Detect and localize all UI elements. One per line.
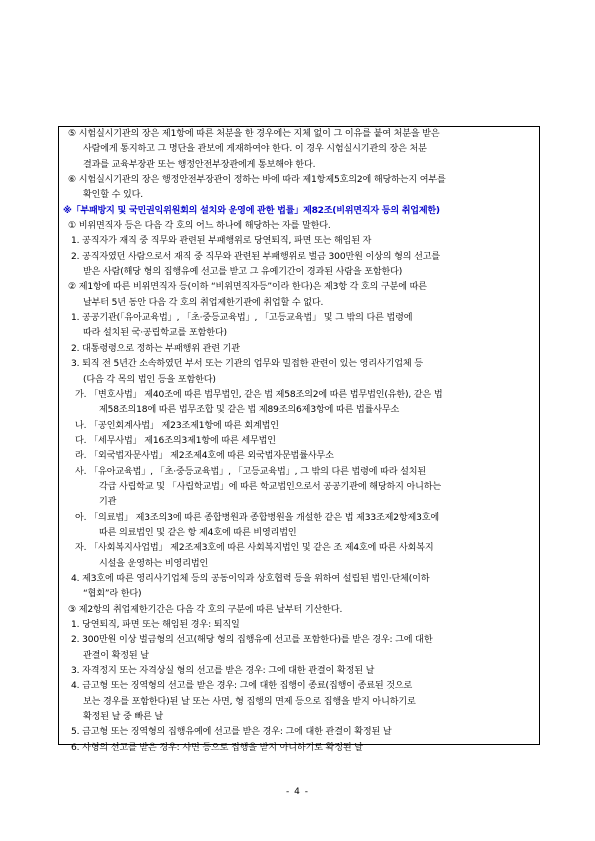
text-line: 관결이 확정된 날 [83, 650, 149, 661]
text-line: ① 비위면직자 등은 다음 각 호의 어느 하나에 해당하는 자를 말한다. [68, 221, 331, 232]
text-line: 6. 사형의 선고를 받은 경우: 사면 등으로 집행을 받지 아니하기로 확정된 날 [71, 742, 363, 753]
page-number: - 4 - [286, 787, 309, 797]
text-line: 기관 [99, 497, 117, 508]
text-line: 사. 「유아교육법」, 「초·중등교육법」, 「고등교육법」, 그 밖의 다른 법령에 따라 설치된 [75, 466, 427, 477]
text-line: 제58조의18에 따른 법무조합 및 같은 법 제89조의6제3항에 따른 법률사무소 [99, 405, 400, 416]
text-line: 2. 공직자였던 사람으로서 재직 중 직무와 관련된 부패행위로 벌금 300만원 이상의 형의 선고를 [71, 251, 441, 262]
text-line: 각급 사립학교 및 「사립학교법」에 따른 학교법인으로서 공공기관에 해당하지 아니하는 [99, 481, 442, 492]
text-line: 결과를 교육부장관 또는 행정안전부장관에게 통보해야 한다. [83, 159, 316, 170]
text-line: 5. 금고형 또는 징역형의 집행유예에 선고를 받은 경우: 그에 대한 관결이 확정된 날 [71, 727, 392, 738]
text-line: 4. 제3호에 따른 영리사기업체 등의 공동이익과 상호협력 등을 위하여 설립된 법인·단체(이하 [71, 573, 430, 584]
text-line: 1. 당연퇴직, 파면 또는 해임된 경우: 퇴직일 [71, 620, 240, 630]
document-body [62, 127, 532, 756]
text-line: 나. 「공인회계사법」 제23조제1항에 따른 회계법인 [75, 420, 279, 431]
text-line: “협회”라 한다) [83, 589, 142, 600]
text-line: ⑤ 시험실시기관의 장은 제1항에 따른 처분을 한 경우에는 지체 없이 그 이유를 붙여 처분을 받은 [68, 129, 440, 139]
text-line: 3. 자격정지 또는 자격상실 형의 선고를 받은 경우: 그에 대한 관결이 확정된 날 [71, 666, 375, 677]
text-line: 시설을 운영하는 비영리법인 [99, 558, 209, 569]
text-line: 확인할 수 있다. [83, 190, 144, 201]
text-line: ③ 제2항의 취업제한기간은 다음 각 호의 구분에 따른 날부터 기산한다. [68, 604, 343, 615]
text-line: 자. 「사회복지사업법」 제2조제3호에 따른 사회복지법인 및 같은 조 제4호에 따른 사회복지 [75, 543, 434, 554]
text-line: 2. 대통령령으로 정하는 부패행위 관련 기관 [71, 343, 240, 354]
text-line: 보는 경우를 포함한다)된 날 또는 사면, 형 집행의 면제 등으로 집행을 받지 아니하기로 [83, 696, 416, 707]
text-line: 3. 퇴직 전 5년간 소속하였던 부서 또는 기관의 업무와 밀접한 관련이 있는 영리사기업체 등 [71, 359, 423, 370]
text-line: 따른 의료법인 및 같은 항 제4호에 따른 비영리법인 [99, 527, 297, 538]
text-line: 2. 300만원 이상 벌금형의 선고(해당 형의 집행유예 선고를 포함한다)를 받은 경우: 그에 대한 [71, 635, 433, 646]
text-line: ⑥ 시험실시기관의 장은 행정안전부장관이 정하는 바에 따라 제1항제5호의2에 해당하는지 여부를 [68, 175, 446, 186]
text-line: 1. 공직자가 재직 중 직무와 관련된 부패행위로 당연퇴직, 파면 또는 해임된 자 [71, 236, 372, 247]
text-line: 아. 「의료법」 제3조의3에 따른 종합병원과 종합병원을 개설한 같은 법 제33조제2항제3호에 [75, 512, 440, 523]
text-line: 가. 「변호사법」 제40조에 따른 법무법인, 같은 법 제58조의2에 따른 법무법인(유한), 같은 법 [75, 389, 443, 400]
text-line: ② 제1항에 따른 비위면직자 등(이하 “비위면직자등”이라 한다)은 제3항 각 호의 구분에 따른 [68, 282, 427, 293]
text-line: 사람에게 통지하고 그 명단을 관보에 게재하여야 한다. 이 경우 시험실시기관의 장은 처분 [83, 144, 427, 155]
text-line: 받은 사람(해당 형의 집행유예 선고를 받고 그 유예기간이 경과된 사람을 포함한다) [83, 267, 403, 278]
text-line: 다. 「세무사법」 제16조의3제1항에 따른 세무법인 [75, 435, 276, 446]
text-line: 확정된 날 중 빠른 날 [83, 712, 164, 723]
text-line: 따라 설치된 국·공립학교를 포함한다) [83, 328, 227, 339]
text-line: 날부터 5년 동안 다음 각 호의 취업제한기관에 취업할 수 없다. [83, 297, 324, 308]
text-line: 라. 「외국법자문사법」 제2조제4호에 따른 외국법자문법률사무소 [75, 451, 334, 462]
section-title: ※「부패방지 및 국민권익위원회의 설치와 운영에 관한 법률」제82조(비위면직자 등의 취업제한) [63, 205, 440, 216]
text-line: (다음 각 목의 법인 등을 포함한다) [83, 374, 216, 385]
text-line: 1. 공공기관(「유아교육법」, 「초·중등교육법」, 「고등교육법」 및 그 밖의 다른 법령에 [71, 313, 413, 324]
text-line: 4. 금고형 또는 징역형의 선고를 받은 경우: 그에 대한 집행이 종료(집행이 종료된 것으로 [71, 681, 413, 692]
